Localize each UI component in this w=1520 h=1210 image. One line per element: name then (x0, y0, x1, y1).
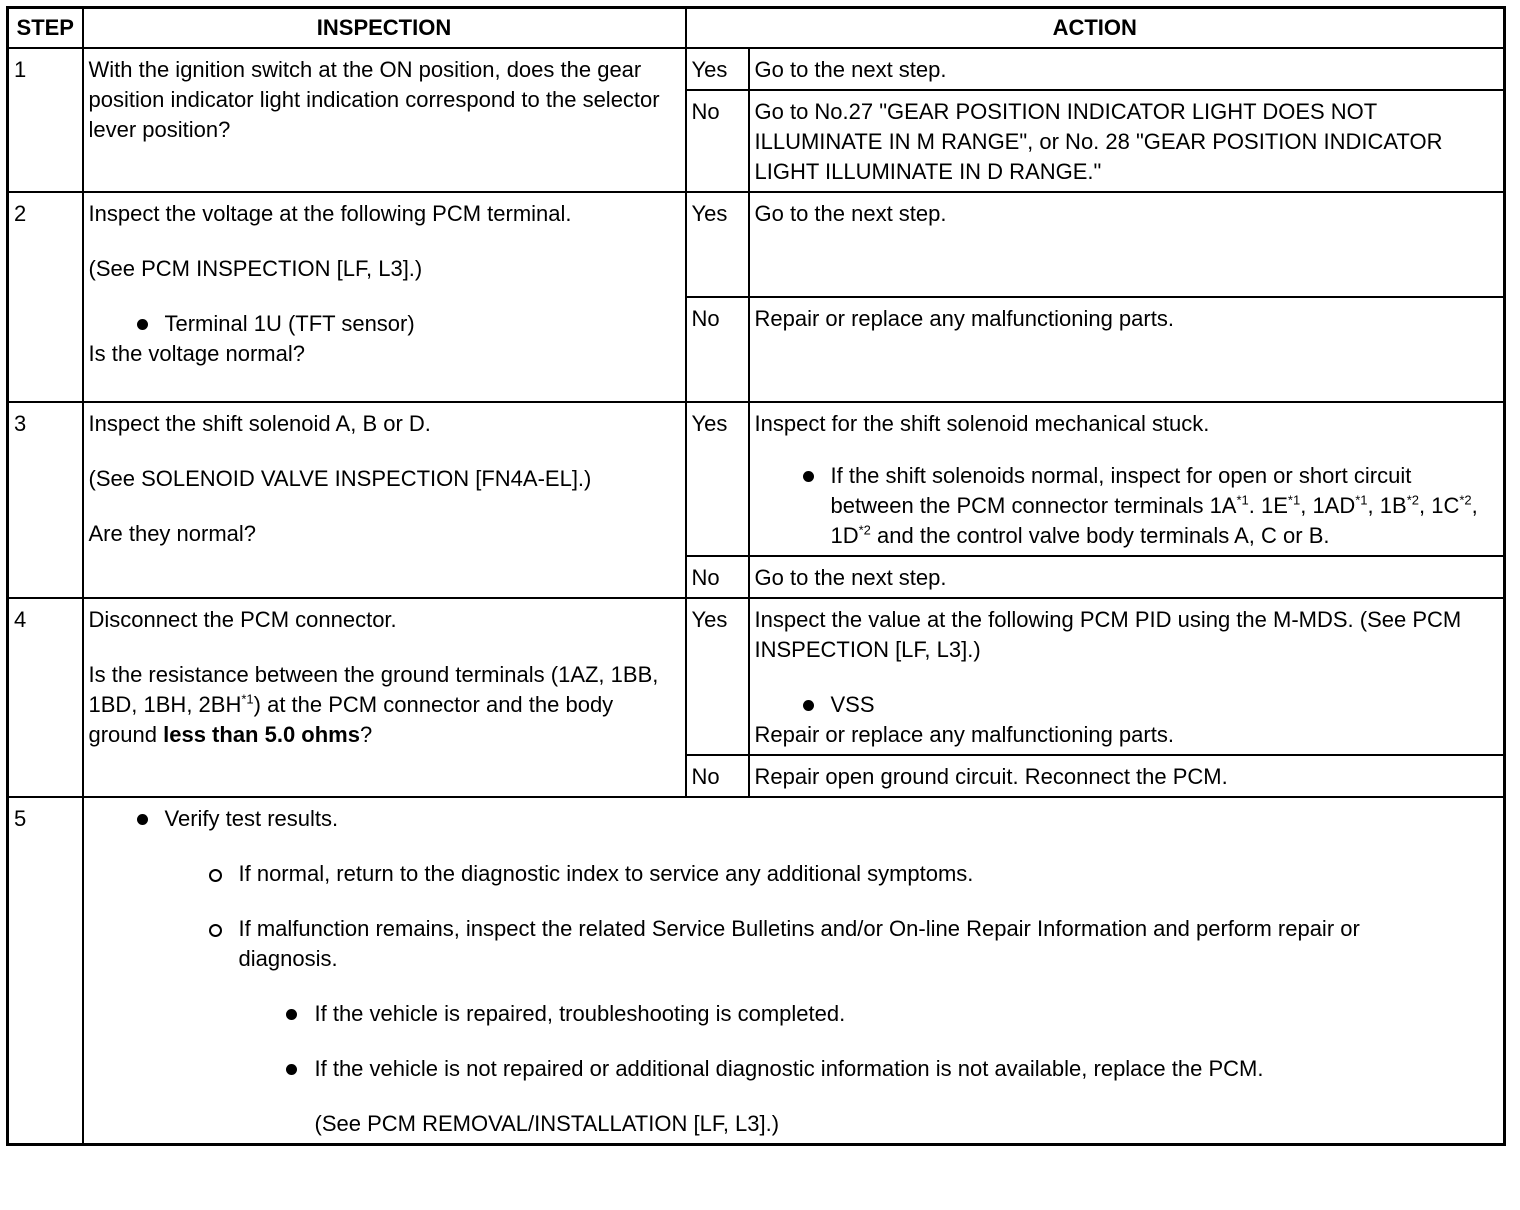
terminal-1a-note: *1 (1236, 492, 1249, 508)
step-3-yes-label: Yes (686, 402, 749, 556)
step-4-number: 4 (8, 598, 83, 797)
step-4-yes-row (8, 598, 1505, 755)
terminal-1ad: , 1AD (1300, 493, 1356, 518)
step-1-number: 1 (8, 48, 83, 192)
step-5-see-reference: (See PCM REMOVAL/INSTALLATION [LF, L3].) (314, 1111, 780, 1136)
step-3-yes-action-text: Inspect for the shift solenoid mechanical stuck. (754, 411, 1210, 436)
step-5-repaired-item: If the vehicle is repaired, troubleshooting is completed. (89, 999, 1500, 1029)
step-1-yes-row (8, 48, 1505, 90)
step-4-yes-label: Yes (686, 598, 749, 755)
step-4-question (89, 660, 681, 750)
step-4-no-label: No (686, 755, 749, 797)
step-2-inspection-text: Inspect the voltage at the following PCM terminal. (88, 201, 572, 226)
terminal-1ad-note: *1 (1355, 492, 1368, 508)
step-5-normal-item: If normal, return to the diagnostic index to service any additional symptoms. (89, 859, 1500, 889)
terminal-1e: . 1E (1248, 493, 1288, 518)
step-5-malfunction-item: If malfunction remains, inspect the related Service Bulletins and/or On-line Repair Information and perform repair or diagnosis. (89, 914, 1500, 974)
step-1-inspection-text: With the ignition switch at the ON position, does the gear position indicator light indication correspond to the selector lever position? (88, 57, 660, 142)
step-4-question-end: ? (359, 722, 373, 747)
terminal-1b: , 1B (1367, 493, 1407, 518)
inspection-header: INSPECTION (83, 8, 686, 49)
step-3-inspection (83, 402, 686, 598)
step-header: STEP (8, 8, 83, 49)
action-header: ACTION (686, 8, 1505, 49)
terminal-1c: , 1C (1418, 493, 1460, 518)
step-3-number: 3 (8, 402, 83, 598)
step-2-number: 2 (8, 192, 83, 402)
step-4-inspection-text: Disconnect the PCM connector. (88, 607, 397, 632)
step-2-question: Is the voltage normal? (88, 341, 305, 366)
step-1-no-label: No (686, 90, 749, 192)
step-3-question: Are they normal? (88, 521, 257, 546)
step-3-yes-row (8, 402, 1505, 556)
step-2-terminal-bullet: Terminal 1U (TFT sensor) (89, 309, 681, 339)
step-4-question-b: ) at the PCM connector and the body ground (88, 692, 614, 747)
step-5-content (83, 797, 1505, 1145)
step-4-yes-repair: Repair or replace any malfunctioning parts. (754, 722, 1174, 747)
step-3-bullet-text-a: If the shift solenoids normal, inspect for open or short circuit between the PCM connector terminals 1A (830, 463, 1412, 518)
step-2-no-label: No (686, 297, 749, 402)
step-1-yes-action: Go to the next step. (749, 48, 1505, 90)
terminal-1c-note: *2 (1459, 492, 1472, 508)
step-1-yes-label: Yes (686, 48, 749, 90)
terminal-1b-note: *2 (1406, 492, 1419, 508)
step-5-verify-bullet: Verify test results. (89, 804, 1500, 834)
step-3-yes-action (749, 402, 1505, 556)
step-5-row (8, 797, 1505, 1145)
step-2-inspection (83, 192, 686, 402)
step-5-not-repaired-item: If the vehicle is not repaired or additional diagnostic information is not available, replace the PCM. (89, 1054, 1500, 1084)
step-4-yes-action-text: Inspect the value at the following PCM PID using the M-MDS. (See PCM INSPECTION [LF, L3].) (754, 607, 1462, 662)
terminal-1d-note: *2 (858, 522, 871, 538)
step-4-resistance-spec: less than 5.0 ohms (163, 722, 360, 747)
step-3-no-label: No (686, 556, 749, 598)
header-row (8, 8, 1505, 49)
step-3-see-reference: (See SOLENOID VALVE INSPECTION [FN4A-EL].) (88, 466, 592, 491)
step-3-solenoid-bullet (755, 461, 1500, 551)
step-2-yes-row (8, 192, 1505, 297)
diagnostic-procedure (6, 6, 1506, 1146)
terminal-1d: , 1D (830, 493, 1478, 548)
step-3-inspection-text: Inspect the shift solenoid A, B or D. (88, 411, 431, 436)
step-4-yes-action (749, 598, 1505, 755)
step-4-inspection (83, 598, 686, 797)
step-1-no-action: Go to No.27 "GEAR POSITION INDICATOR LIGHT DOES NOT ILLUMINATE IN M RANGE", or No. 28 "GEAR POSITION INDICATOR LIGHT ILLUMINATE IN D RANGE." (749, 90, 1505, 192)
step-3-no-action: Go to the next step. (749, 556, 1505, 598)
step-2-see-reference: (See PCM INSPECTION [LF, L3].) (88, 256, 423, 281)
step-1-inspection (83, 48, 686, 192)
diagnostic-table (6, 6, 1506, 1146)
step-2-yes-label: Yes (686, 192, 749, 297)
terminal-2bh-note: *1 (241, 691, 254, 707)
step-2-no-action: Repair or replace any malfunctioning parts. (749, 297, 1505, 402)
step-4-no-action: Repair open ground circuit. Reconnect the PCM. (749, 755, 1505, 797)
step-4-pid-bullet: VSS (755, 690, 1500, 720)
step-2-yes-action: Go to the next step. (749, 192, 1505, 297)
step-5-number: 5 (8, 797, 83, 1145)
step-4-question-a: Is the resistance between the ground terminals (1AZ, 1BB, 1BD, 1BH, 2BH (88, 662, 659, 717)
step-3-bullet-text-b: and the control valve body terminals A, C or B. (870, 523, 1330, 548)
terminal-1e-note: *1 (1287, 492, 1301, 508)
